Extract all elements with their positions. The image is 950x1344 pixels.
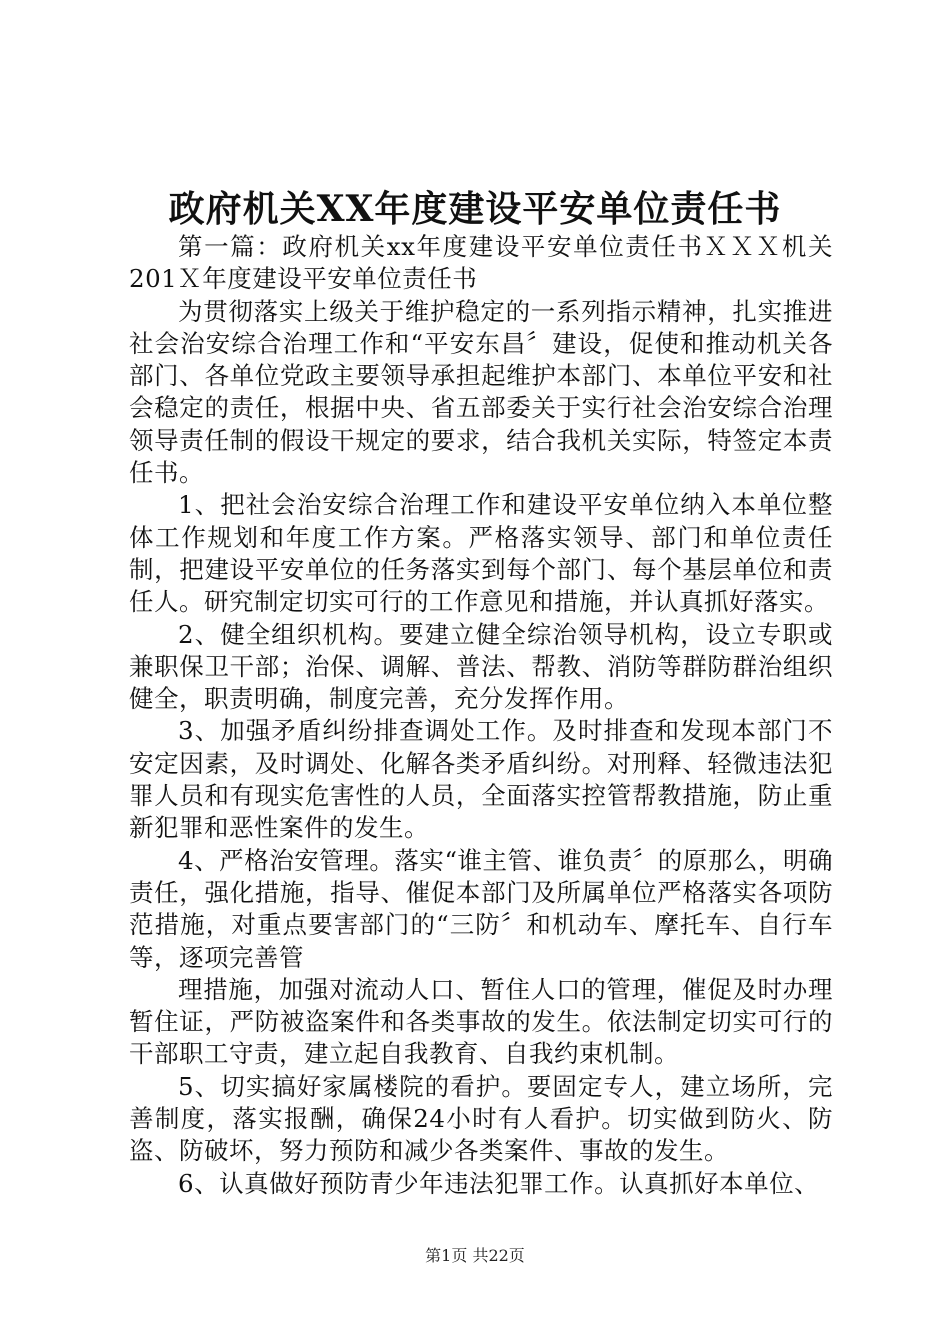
paragraph-item-2: 2、健全组织机构。要建立健全综治领导机构，设立专职或兼职保卫干部；治保、调解、普法、帮教、消防等群防群治组织健全，职责明确，制度完善，充分发挥作用。	[129, 619, 833, 714]
paragraph-item-4: 4、严格治安管理。落实“谁主管、谁负责〞的原那么，明确责任，强化措施，指导、催促本部门及所属单位严格落实各项防范措施，对重点要害部门的“三防〞和机动车、摩托车、自行车等，逐项完善管	[129, 845, 833, 972]
paragraph-heading: 第一篇：政府机关xx年度建设平安单位责任书ＸＸＸ机关201Ｘ年度建设平安单位责任书	[129, 232, 833, 294]
paragraph-item-5: 5、切实搞好家属楼院的看护。要固定专人，建立场所，完善制度，落实报酬，确保24小时有人看护。切实做到防火、防盗、防破坏，努力预防和减少各类案件、事故的发生。	[129, 1071, 833, 1166]
paragraph-item-6: 6、认真做好预防青少年违法犯罪工作。认真抓好本单位、	[178, 1168, 820, 1198]
paragraph-item-4-continued: 理措施，加强对流动人口、暂住人口的管理，催促及时办理暂住证，严防被盗案件和各类事故的发生。依法制定切实可行的干部职工守责，建立起自我教育、自我约束机制。	[129, 974, 833, 1069]
paragraph-item-3: 3、加强矛盾纠纷排查调处工作。及时排查和发现本部门不安定因素，及时调处、化解各类矛盾纠纷。对刑释、轻微违法犯罪人员和有现实危害性的人员，全面落实控管帮教措施，防止重新犯罪和恶性案件的发生。	[129, 716, 833, 843]
paragraph-item-1: 1、把社会治安综合治理工作和建设平安单位纳入本单位整体工作规划和年度工作方案。严格落实领导、部门和单位责任制，把建设平安单位的任务落实到每个部门、每个基层单位和责任人。研究制定切实可行的工作意见和措施，并认真抓好落实。	[129, 490, 833, 617]
document-title: 政府机关XX年度建设平安单位责任书	[168, 188, 782, 230]
page-number-footer: 第1页 共22页	[425, 1246, 525, 1265]
paragraph-intro: 为贯彻落实上级关于维护稳定的一系列指示精神，扎实推进社会治安综合治理工作和“平安东昌〞建设，促使和推动机关各部门、各单位党政主要领导承担起维护本部门、本单位平安和社会稳定的责任，根据中央、省五部委关于实行社会治安综合治理领导责任制的假设干规定的要求，结合我机关实际，特签定本责任书。	[129, 296, 833, 488]
document-body	[129, 231, 833, 1200]
